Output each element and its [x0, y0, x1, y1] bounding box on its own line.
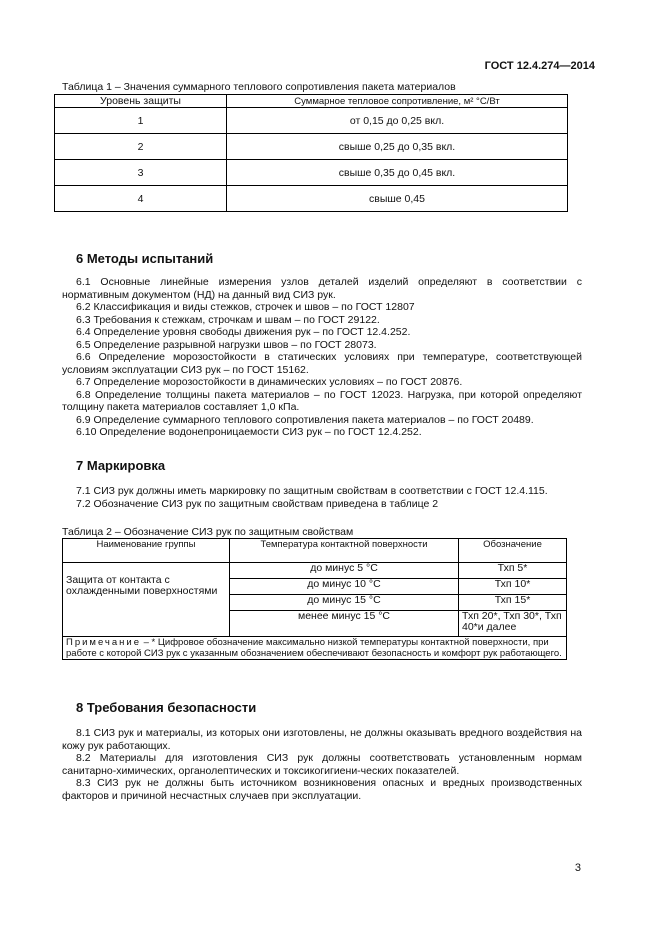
table2-temp-cell: менее минус 15 °С — [230, 611, 459, 637]
paragraph: 6.2 Классификация и виды стежков, строчек и швов – по ГОСТ 12807 — [76, 301, 415, 313]
table1-cell: 3 — [55, 160, 227, 186]
table-row — [55, 186, 568, 212]
table2-code-cell: Тхп 20*, Тхп 30*, Тхп 40*и далее — [459, 611, 567, 637]
table2-code-cell: Тхп 5* — [459, 563, 567, 579]
section8-body — [62, 727, 582, 802]
table1-cell: свыше 0,25 до 0,35 вкл. — [227, 134, 568, 160]
table1-cell: свыше 0,35 до 0,45 вкл. — [227, 160, 568, 186]
table-row — [55, 134, 568, 160]
paragraph: 6.8 Определение толщины пакета материалов – по ГОСТ 12023. Нагрузка, при которой определяют толщину пакета материалов составляет 1,0 кПа. — [62, 388, 582, 413]
paragraph: 6.3 Требования к стежкам, строчкам и швам – по ГОСТ 29122. — [76, 313, 380, 326]
paragraph: 6.4 Определение уровня свободы движения рук – по ГОСТ 12.4.252. — [76, 326, 411, 338]
note-text: – * Цифровое обозначение максимально низкой температуры контактной поверхности, при работе с которой СИЗ рук с указанным обозначением обеспечивают безопасность и комфорт рук работающего. — [66, 637, 562, 659]
table2 — [62, 538, 567, 660]
paragraph: 6.5 Определение разрывной нагрузки швов – по ГОСТ 28073. — [76, 338, 377, 351]
table2-temp-cell: до минус 15 °С — [230, 595, 459, 611]
table2-code-cell: Тхп 10* — [459, 579, 567, 595]
table-row — [63, 637, 567, 660]
page-number: 3 — [574, 862, 581, 874]
table1-caption: Таблица 1 – Значения суммарного теплового сопротивления пакета материалов — [62, 81, 456, 93]
table-row — [55, 108, 568, 134]
table2-header-code: Обозначение — [459, 539, 567, 563]
table-row — [63, 563, 567, 579]
table2-group-cell: Защита от контакта с охлажденными поверхностями — [63, 563, 230, 637]
table1 — [54, 94, 568, 212]
table1-cell: 4 — [55, 186, 227, 212]
paragraph: 6.9 Определение суммарного теплового сопротивления пакета материалов – по ГОСТ 20489. — [76, 413, 534, 426]
section8-title: 8 Требования безопасности — [76, 700, 257, 715]
table2-caption: Таблица 2 – Обозначение СИЗ рук по защитным свойствам — [62, 526, 354, 538]
note-label: Примечание — [66, 637, 141, 648]
table1-cell: 2 — [55, 134, 227, 160]
paragraph: 6.7 Определение морозостойкости в динамических условиях – по ГОСТ 20876. — [76, 376, 463, 388]
paragraph: 7.1 СИЗ рук должны иметь маркировку по защитным свойствам в соответствии с ГОСТ 12.4.115. — [76, 485, 548, 497]
paragraph: 6.6 Определение морозостойкости в статических условиях при температуре, соответствующей условиям эксплуатации СИЗ рук – по ГОСТ 15162. — [62, 351, 582, 376]
table2-header-temp: Температура контактной поверхности — [230, 539, 459, 563]
table2-temp-cell: до минус 10 °С — [230, 579, 459, 595]
table2-code-cell: Тхп 15* — [459, 595, 567, 611]
table2-temp-cell: до минус 5 °С — [230, 563, 459, 579]
paragraph: 8.3 СИЗ рук не должны быть источником возникновения опасных и вредных производственных факторов и причиной несчастных случаев при эксплуатации. — [62, 777, 582, 802]
table2-note — [63, 637, 567, 660]
table1-cell: от 0,15 до 0,25 вкл. — [227, 108, 568, 134]
section7-title: 7 Маркировка — [76, 458, 166, 473]
paragraph: 6.10 Определение водонепроницаемости СИЗ рук – по ГОСТ 12.4.252. — [76, 426, 422, 438]
section6-title: 6 Методы испытаний — [76, 251, 214, 266]
paragraph: 8.1 СИЗ рук и материалы, из которых они изготовлены, не должны оказывать вредного воздействия на кожу рук работающих. — [62, 727, 582, 752]
section7-body — [62, 485, 582, 510]
paragraph: 6.1 Основные линейные измерения узлов деталей изделий определяют в соответствии с нормативным документом (НД) на данный вид СИЗ рук. — [62, 276, 582, 301]
paragraph: 8.2 Материалы для изготовления СИЗ рук должны соответствовать установленным нормам санитарно-химических, органолептических и токсикогигиени-ческих показателей. — [62, 752, 582, 777]
table1-header-level: Уровень защиты — [55, 95, 227, 108]
table2-header-group: Наименование группы — [63, 539, 230, 563]
table1-header-resistance: Суммарное тепловое сопротивление, м² °С/Вт — [227, 95, 568, 108]
table1-cell: 1 — [55, 108, 227, 134]
standard-header: ГОСТ 12.4.274—2014 — [484, 60, 595, 72]
paragraph: 7.2 Обозначение СИЗ рук по защитным свойствам приведена в таблице 2 — [76, 497, 439, 510]
table-row — [55, 160, 568, 186]
section6-body — [62, 276, 582, 439]
table1-cell: свыше 0,45 — [227, 186, 568, 212]
